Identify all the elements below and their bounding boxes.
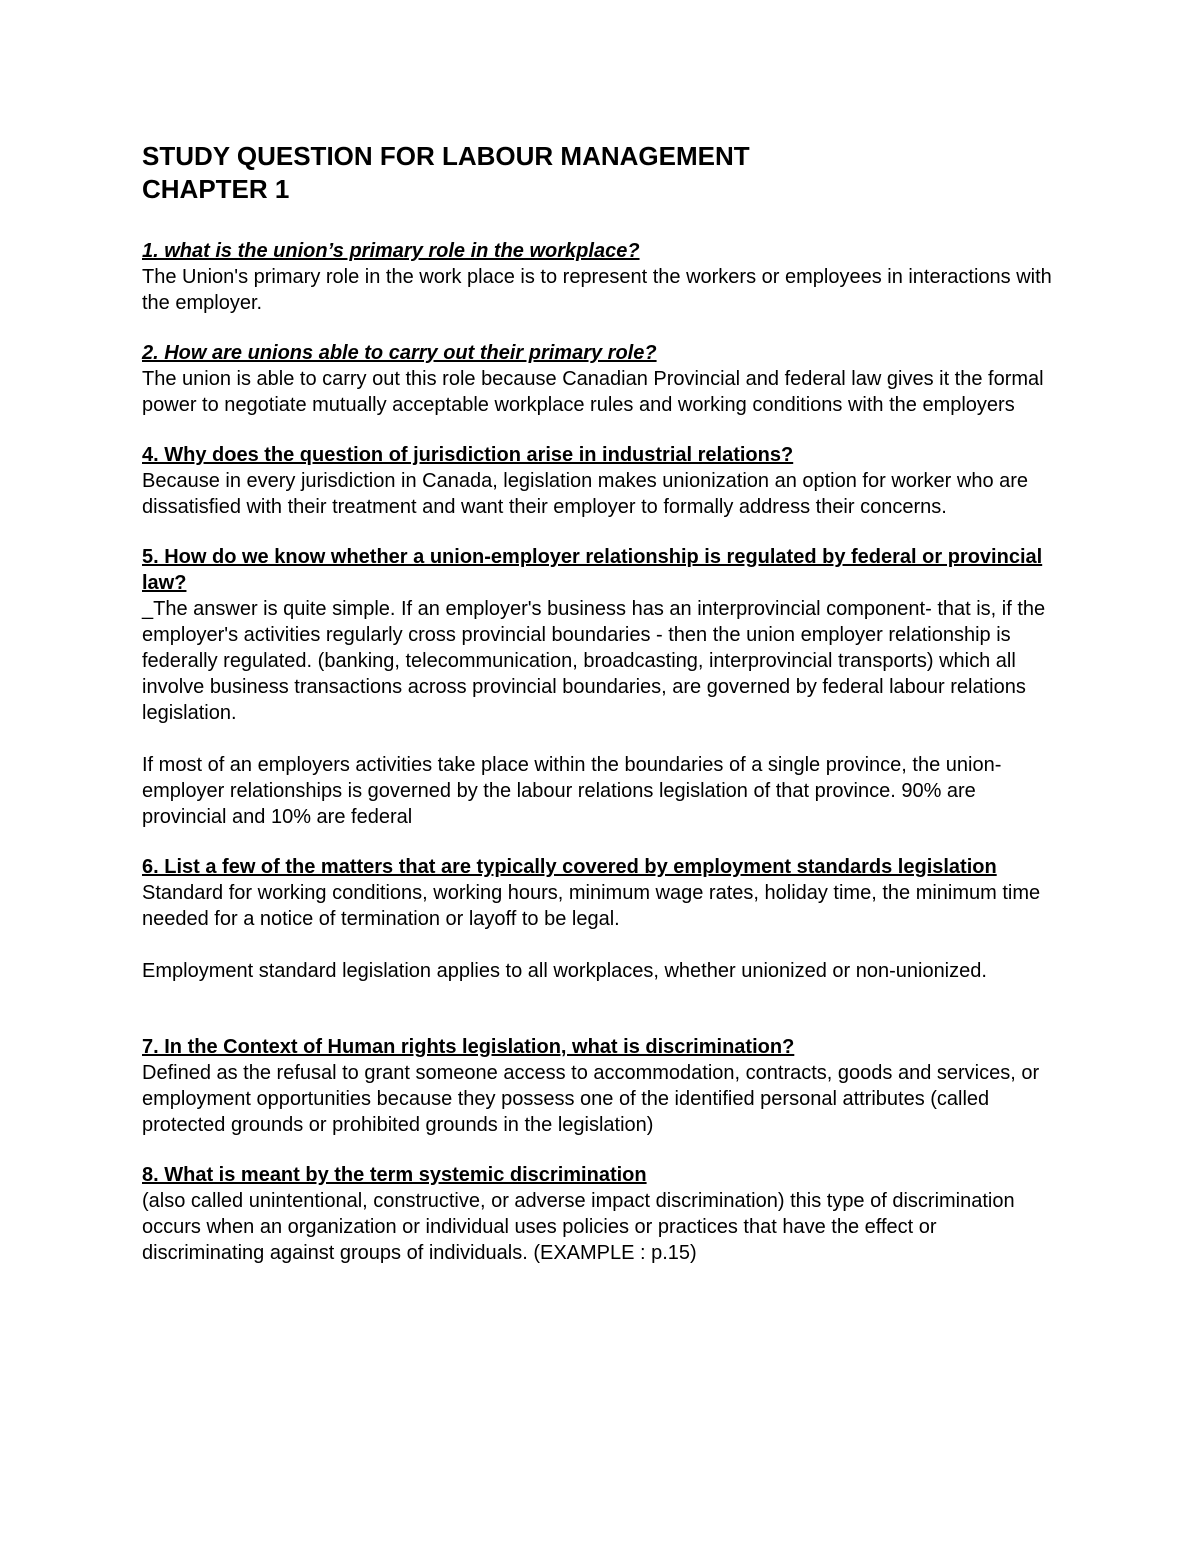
question-5: 5. How do we know whether a union-employer relationship is regulated by federal or provincial law? xyxy=(142,546,1043,594)
answer-6: Standard for working conditions, working hours, minimum wage rates, holiday time, the minimum time needed for a notice of termination or layoff to be legal. xyxy=(142,882,1041,930)
title-block xyxy=(142,140,1062,206)
question-1: 1. what is the union’s primary role in the workplace? xyxy=(142,240,640,262)
question-4: 4. Why does the question of jurisdiction arise in industrial relations? xyxy=(142,444,794,466)
chapter-title: CHAPTER 1 xyxy=(142,174,290,204)
qa-item-7 xyxy=(142,1034,1062,1138)
question-2: 2. How are unions able to carry out their primary role? xyxy=(142,342,657,364)
answer-4: Because in every jurisdiction in Canada, legislation makes unionization an option for worker who are dissatisfied with their treatment and want their employer to formally address their concerns. xyxy=(142,470,1029,518)
answer-2: The union is able to carry out this role because Canadian Provincial and federal law gives it the formal power to negotiate mutually acceptable workplace rules and working conditions with the employers xyxy=(142,368,1044,416)
qa-item-4 xyxy=(142,442,1062,520)
document-title: STUDY QUESTION FOR LABOUR MANAGEMENT xyxy=(142,141,750,171)
answer-6-continued: Employment standard legislation applies to all workplaces, whether unionized or non-unionized. xyxy=(142,960,987,982)
qa-item-6 xyxy=(142,854,1062,984)
qa-item-1 xyxy=(142,238,1062,316)
answer-7: Defined as the refusal to grant someone access to accommodation, contracts, goods and services, or employment opportunities because they possess one of the identified personal attributes (called protected grounds or prohibited grounds in the legislation) xyxy=(142,1062,1040,1136)
answer-8: (also called unintentional, constructive, or adverse impact discrimination) this type of discrimination occurs when an organization or individual uses policies or practices that have the effect or discriminating against groups of individuals. (EXAMPLE : p.15) xyxy=(142,1190,1015,1264)
qa-item-2 xyxy=(142,340,1062,418)
qa-item-5 xyxy=(142,544,1062,830)
answer-1: The Union's primary role in the work place is to represent the workers or employees in interactions with the employer. xyxy=(142,266,1052,314)
qa-item-8 xyxy=(142,1162,1062,1266)
answer-5: _The answer is quite simple. If an employer's business has an interprovincial component- that is, if the employer's activities regularly cross provincial boundaries - then the union employer relationship is federally regulated. (banking, telecommunication, broadcasting, interprovincial transports) which all involve business transactions across provincial boundaries, are governed by federal labour relations legislation. xyxy=(142,598,1046,724)
question-7: 7. In the Context of Human rights legislation, what is discrimination? xyxy=(142,1036,795,1058)
answer-5-continued: If most of an employers activities take place within the boundaries of a single province, the union-employer relationships is governed by the labour relations legislation of that province. 90% are provincial and 10% are federal xyxy=(142,754,1002,828)
document-page xyxy=(142,140,1062,1290)
question-6: 6. List a few of the matters that are typically covered by employment standards legislation xyxy=(142,856,997,878)
question-8: 8. What is meant by the term systemic discrimination xyxy=(142,1164,647,1186)
